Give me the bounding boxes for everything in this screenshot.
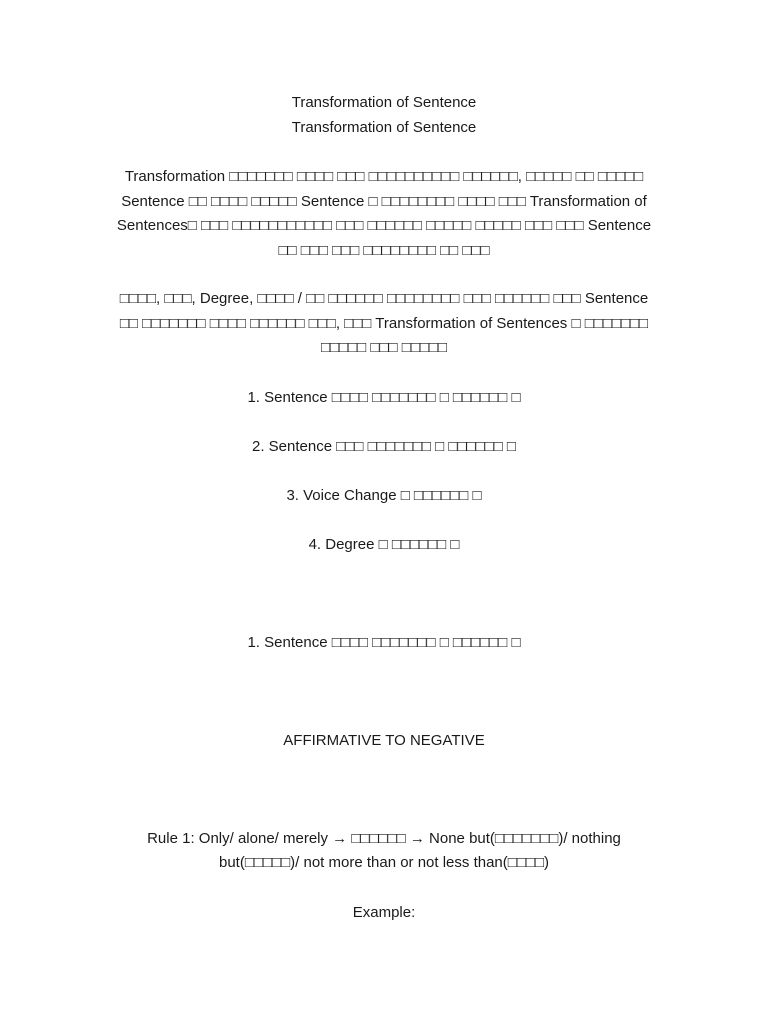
paragraph-line: Sentence □□ □□□□ □□□□□ Sentence □ □□□□□□□□ □□□□ □□□ Transformation of	[121, 192, 647, 210]
paragraph-line: Sentences□ □□□ □□□□□□□□□□□ □□□ □□□□□□ □□□□□ □□□□□ □□□ □□□ Sentence	[116, 217, 652, 234]
list-item: 1. Sentence □□□□ □□□□□□□ □ □□□□□□ □	[247, 389, 521, 406]
rule-line: Rule 1: Only/ alone/ merely → □□□□□□ → None but(□□□□□□□)/ nothing	[147, 830, 621, 847]
section-heading: 1. Sentence □□□□ □□□□□□□ □ □□□□□□ □	[247, 634, 521, 651]
list-item: 4. Degree □ □□□□□□ □	[308, 536, 460, 553]
example-label: Example:	[352, 904, 416, 921]
rule-line: but(□□□□□)/ not more than or not less than(□□□□)	[219, 854, 549, 871]
paragraph-line: □□ □□□ □□□ □□□□□□□□ □□ □□□	[278, 241, 490, 259]
intro-paragraph	[95, 165, 673, 263]
paragraph-line: □□□□□ □□□ □□□□□	[320, 339, 448, 356]
document-subtitle: Transformation of Sentence	[291, 119, 477, 136]
subheading: AFFIRMATIVE TO NEGATIVE	[283, 732, 485, 749]
list-item: 3. Voice Change □ □□□□□□ □	[286, 487, 482, 504]
document-title: Transformation of Sentence	[291, 94, 477, 111]
paragraph-line: □□ □□□□□□□ □□□□ □□□□□□ □□□, □□□ Transformation of Sentences □ □□□□□□□	[119, 314, 649, 332]
methods-paragraph	[95, 287, 673, 361]
list-item: 2. Sentence □□□ □□□□□□□ □ □□□□□□ □	[252, 438, 516, 455]
paragraph-line: □□□□, □□□, Degree, □□□□ / □□ □□□□□□ □□□□□□□□ □□□ □□□□□□ □□□ Sentence	[119, 290, 649, 307]
paragraph-line: Transformation □□□□□□□ □□□□ □□□ □□□□□□□□□□ □□□□□□, □□□□□ □□ □□□□□	[124, 168, 644, 185]
